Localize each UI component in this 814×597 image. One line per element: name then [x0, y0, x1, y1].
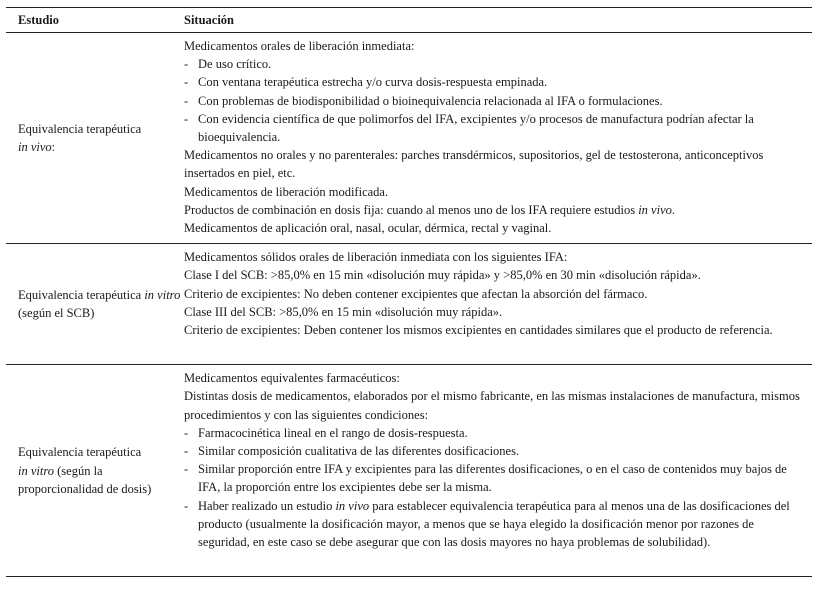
study-label-italic: in vitro (según la proporcionalidad de dosis): [18, 463, 152, 496]
header-study: Estudio: [6, 8, 184, 33]
study-label-italic: in vivo:: [18, 140, 56, 155]
situation-line: Criterio de excipientes: No deben contener excipientes que afectan la absorción del fármaco.: [184, 286, 648, 301]
situation-line: Medicamentos equivalentes farmacéuticos:: [184, 371, 400, 386]
situation-cell: [184, 365, 812, 577]
table-row: [6, 365, 812, 577]
situation-cell: [184, 244, 812, 365]
list-item: - Con problemas de biodisponibilidad o bioinequivalencia relacionada al IFA o formulaciones.: [184, 93, 663, 108]
study-label: Equivalencia terapéutica: [18, 445, 142, 460]
situation-line: Criterio de excipientes: Deben contener los mismos excipientes en cantidades similares que el producto de referencia.: [184, 323, 773, 338]
situation-line: Clase III del SCB: >85,0% en 15 min «disolución muy rápida».: [184, 304, 503, 319]
situation-line: Productos de combinación en dosis fija: cuando al menos uno de los IFA requiere estudios in vivo.: [184, 202, 675, 217]
situation-cell: [184, 33, 812, 244]
equivalence-table: [6, 7, 812, 577]
study-label: Equivalencia terapéutica: [18, 121, 142, 136]
table-row: [6, 33, 812, 244]
header-situation: Situación: [184, 8, 812, 33]
situation-line: Clase I del SCB: >85,0% en 15 min «disolución muy rápida» y >85,0% en 30 min «disolución rápida».: [184, 268, 701, 283]
study-cell: [6, 33, 184, 244]
situation-line: Medicamentos sólidos orales de liberación inmediata con los siguientes IFA:: [184, 250, 568, 265]
study-cell: [6, 244, 184, 365]
list-item: - Similar composición cualitativa de las diferentes dosificaciones.: [184, 444, 520, 459]
list-item: - Haber realizado un estudio in vivo para establecer equivalencia terapéutica para al menos una de las dosificaciones del producto (usualmente la dosificación mayor, a menos que se haya elegido la dosificación menor por razones de seguridad, en este caso se debe asegurar que con las dosis mayores no haya problemas de solubilidad).: [184, 498, 790, 550]
situation-line: Medicamentos de aplicación oral, nasal, ocular, dérmica, rectal y vaginal.: [184, 221, 552, 236]
list-item: - Con evidencia científica de que polimorfos del IFA, excipientes y/o procesos de manufactura podrían afectar la bioequivalencia.: [184, 111, 754, 145]
list-item: - Con ventana terapéutica estrecha y/o curva dosis-respuesta empinada.: [184, 75, 548, 90]
situation-line: Distintas dosis de medicamentos, elaborados por el mismo fabricante, en las mismas instalaciones de manufactura, mismos procedimientos y con las siguientes condiciones:: [184, 389, 800, 422]
study-cell: [6, 365, 184, 577]
list-item: - Similar proporción entre IFA y excipientes para las diferentes dosificaciones, o en el caso de contenidos muy bajos de IFA, la proporción entre los excipientes debe ser la misma.: [184, 462, 787, 495]
situation-line: Medicamentos de liberación modificada.: [184, 184, 389, 199]
header-row: [6, 8, 812, 33]
table-row: [6, 244, 812, 365]
situation-line: Medicamentos no orales y no parenterales: parches transdérmicos, supositorios, gel de testosterona, anticonceptivos insertados en piel, etc.: [184, 148, 764, 181]
study-label: Equivalencia terapéutica in vitro (según el SCB): [18, 288, 181, 321]
list-item: - Farmacocinética lineal en el rango de dosis-respuesta.: [184, 425, 468, 440]
list-item: - De uso crítico.: [184, 57, 272, 72]
situation-line: Medicamentos orales de liberación inmediata:: [184, 39, 415, 53]
